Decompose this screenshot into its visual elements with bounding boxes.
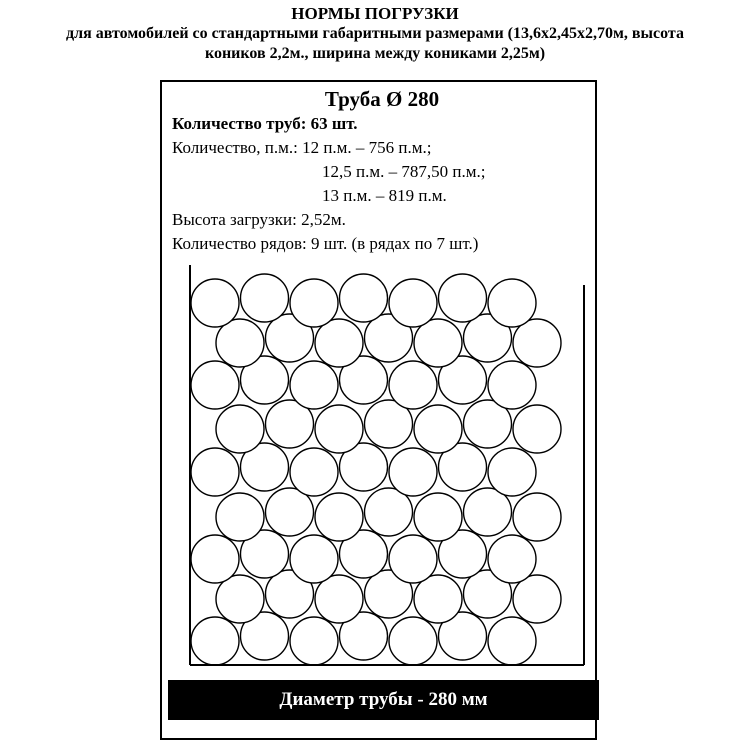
pipe-circle (315, 493, 363, 541)
pipe-circle (290, 448, 338, 496)
pipe-circle (241, 274, 289, 322)
pipe-circle (389, 279, 437, 327)
rows-count-line: Количество рядов: 9 шт. (в рядах по 7 шт.) (172, 234, 479, 253)
pipe-circle (439, 274, 487, 322)
pipe-stacking-diagram (178, 255, 598, 675)
pipe-circle (513, 405, 561, 453)
pipe-circle (191, 448, 239, 496)
pipe-circle (290, 361, 338, 409)
pipe-circle (513, 493, 561, 541)
pipe-circle (414, 405, 462, 453)
pipe-circle (488, 279, 536, 327)
pipe-circle (290, 617, 338, 665)
diameter-banner: Диаметр трубы - 280 мм (168, 680, 599, 720)
pipe-circle (216, 493, 264, 541)
pipe-circle (389, 617, 437, 665)
pipe-circle (191, 279, 239, 327)
load-height-line: Высота загрузки: 2,52м. (172, 210, 346, 229)
pipe-circle (488, 617, 536, 665)
length-line-1: Количество, п.м.: 12 п.м. – 756 п.м.; (172, 138, 432, 157)
pipe-circle (216, 405, 264, 453)
pipe-circle (488, 448, 536, 496)
pipe-circle (191, 361, 239, 409)
pipe-circle (290, 535, 338, 583)
page-header (0, 4, 750, 64)
pipe-circle (414, 493, 462, 541)
page-subtitle-line2: коников 2,2м., ширина между кониками 2,25м) (204, 45, 546, 62)
pipe-circle (488, 535, 536, 583)
pipe-circle (290, 279, 338, 327)
page-title: НОРМЫ ПОГРУЗКИ (291, 4, 459, 23)
pipe-info (172, 86, 592, 256)
pipe-circle (389, 361, 437, 409)
pipe-count-label: Количество труб: 63 шт. (172, 114, 358, 133)
length-line-2: 12,5 п.м. – 787,50 п.м.; (322, 162, 486, 181)
pipes-layer (191, 274, 561, 665)
pipe-circle (389, 535, 437, 583)
pipe-circle (191, 535, 239, 583)
pipe-circle (389, 448, 437, 496)
pipe-circle (488, 361, 536, 409)
page-subtitle-line1: для автомобилей со стандартными габаритными размерами (13,6х2,45х2,70м, высота (66, 25, 684, 42)
card-title: Труба Ø 280 (324, 87, 440, 111)
pipe-circle (340, 274, 388, 322)
pipe-circle (315, 405, 363, 453)
pipe-circle (191, 617, 239, 665)
length-line-3: 13 п.м. – 819 п.м. (322, 186, 447, 205)
